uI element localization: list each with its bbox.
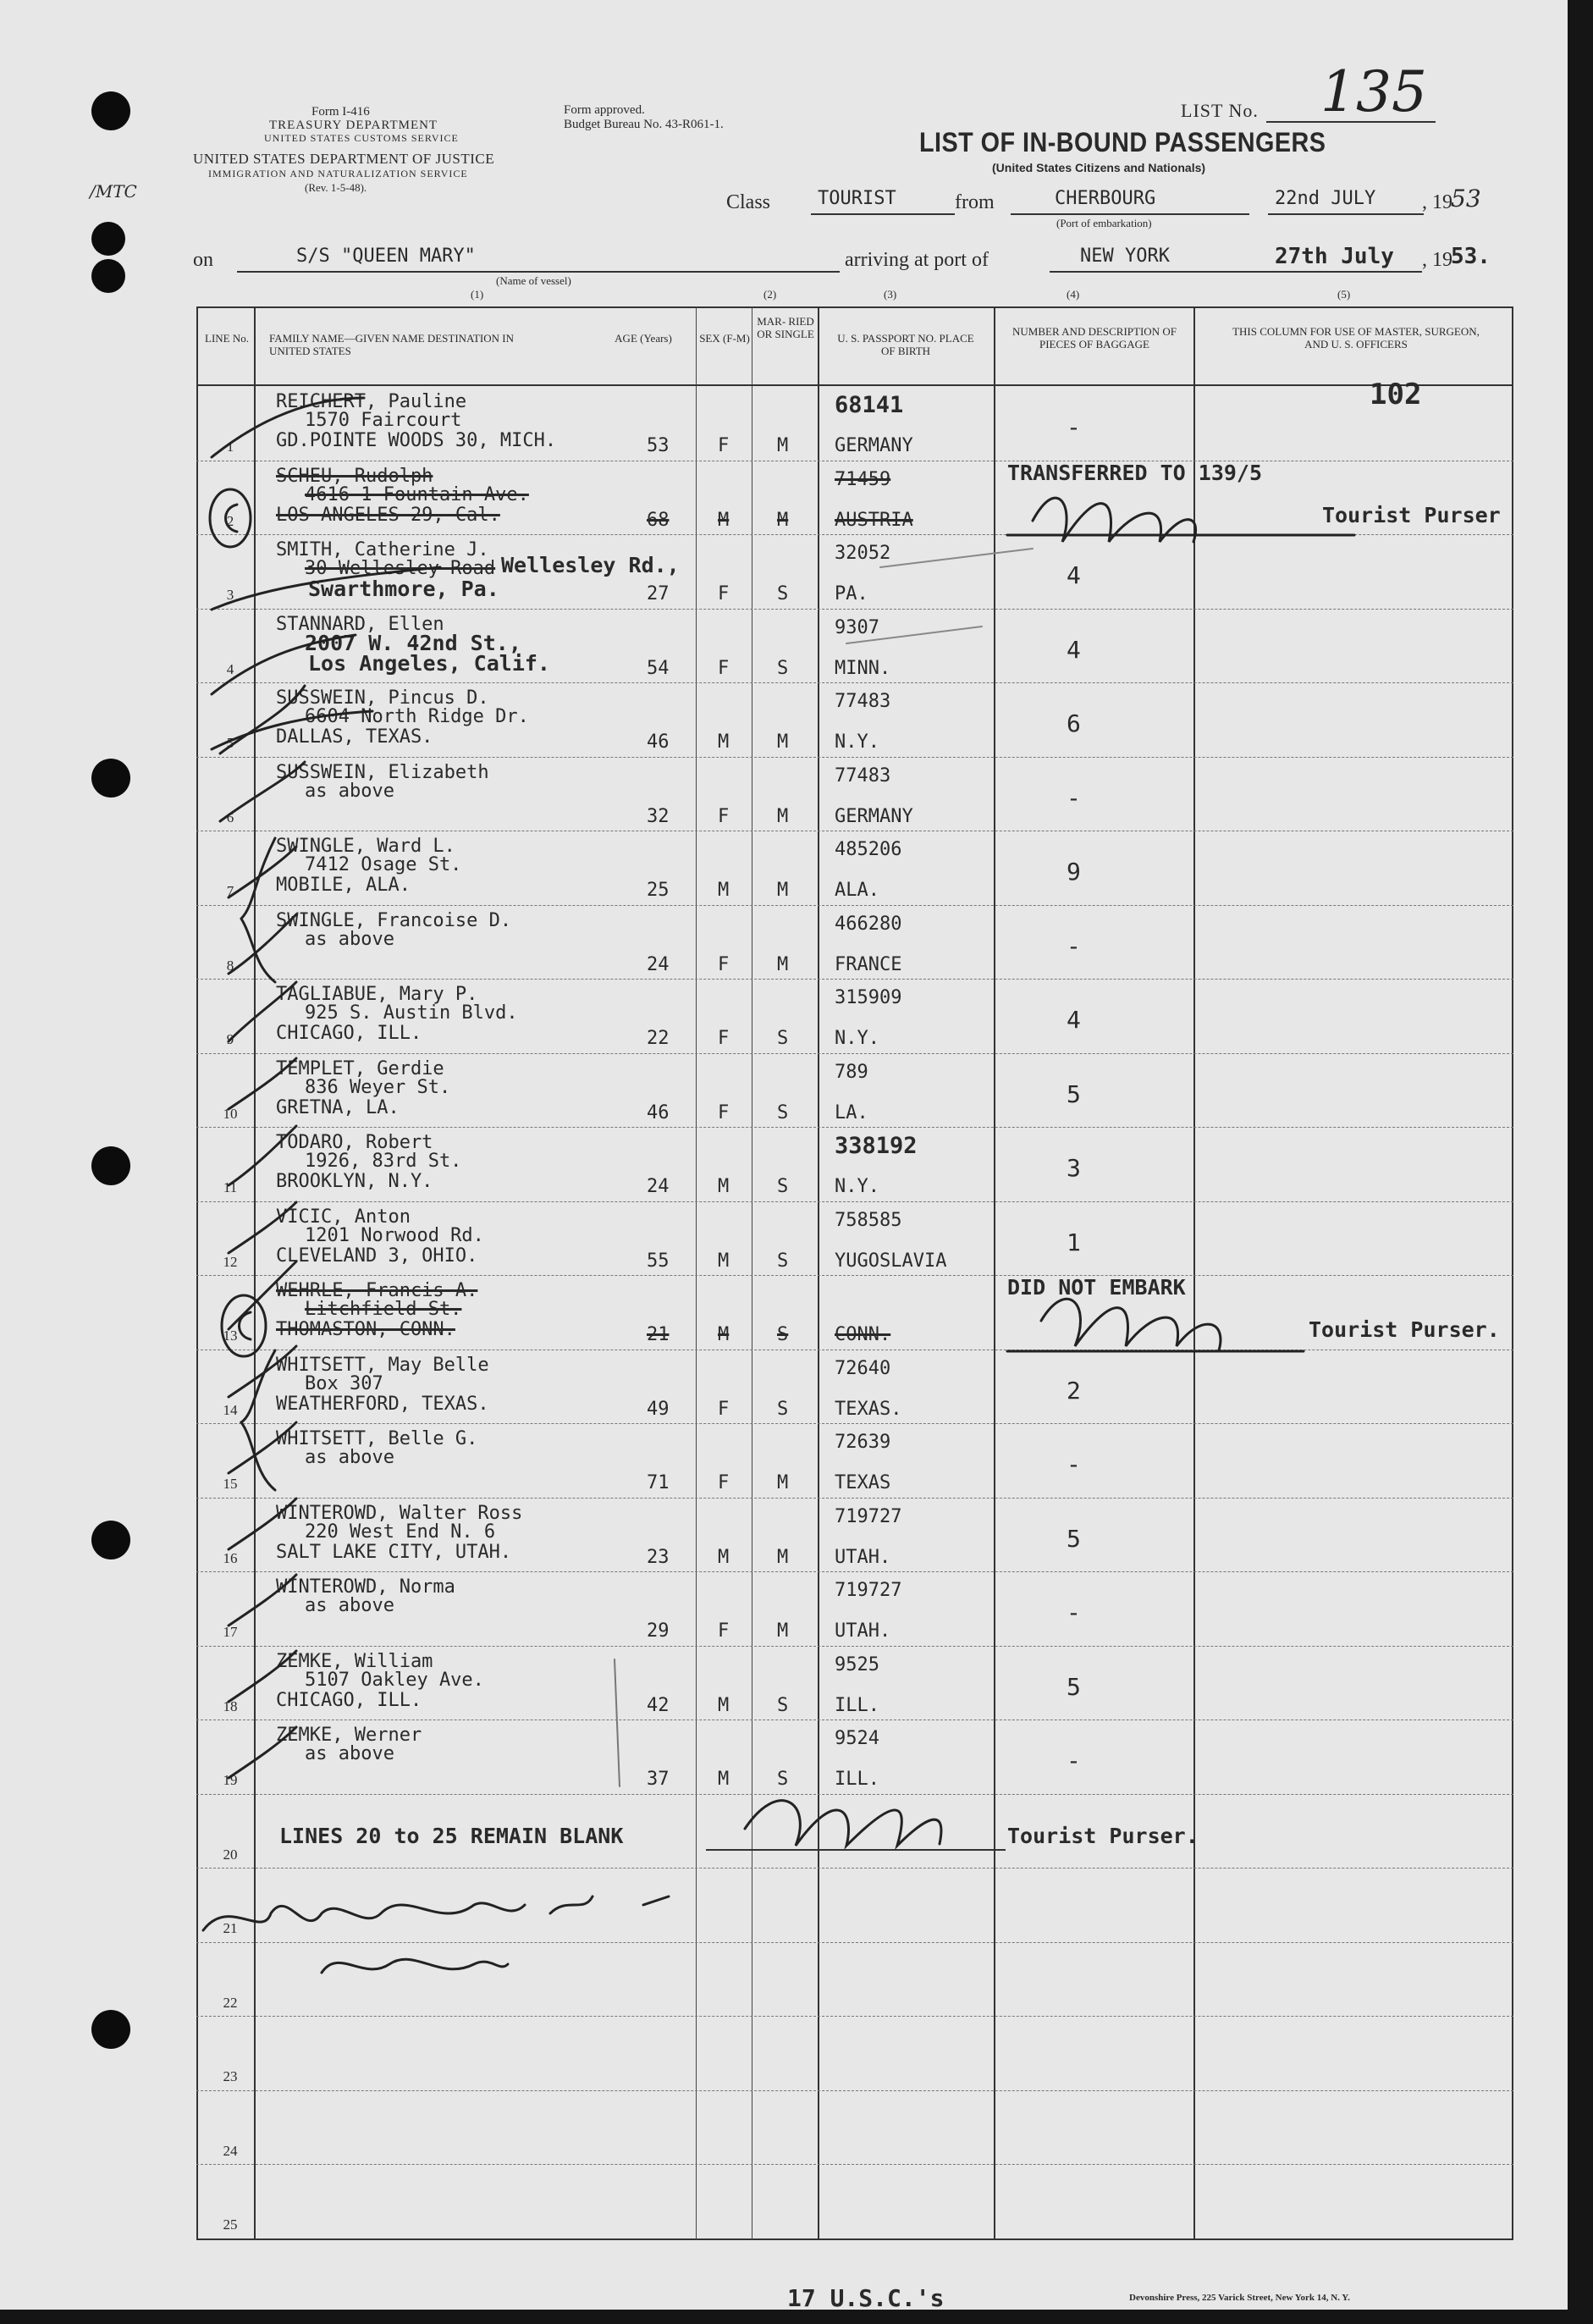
binder-hole [91, 1521, 130, 1559]
address-line-1: Litchfield St. [305, 1299, 462, 1320]
date-year: 53 [1451, 185, 1481, 213]
address-line-2: CLEVELAND 3, OHIO. [276, 1245, 478, 1267]
place-of-birth: ILL. [835, 1769, 879, 1790]
sex: F [718, 1472, 730, 1493]
officer-number: 102 [1370, 378, 1422, 411]
line-number: 8 [226, 957, 234, 974]
passenger-name: WHITSETT, May Belle [276, 1354, 489, 1376]
baggage-count: 4 [1067, 635, 1081, 664]
baggage-count: - [1067, 931, 1081, 960]
row-divider [196, 1498, 1513, 1499]
address-line-1: 1926, 83rd St. [305, 1151, 462, 1172]
marital-status: M [777, 731, 789, 753]
passenger-name: TEMPLET, Gerdie [276, 1057, 444, 1079]
manifest-note: TRANSFERRED TO 139/5 [1007, 460, 1263, 485]
row-divider [196, 2164, 1513, 2165]
blank-lines-note: LINES 20 to 25 REMAIN BLANK [279, 1824, 624, 1848]
justice-label: UNITED STATES DEPARTMENT OF JUSTICE [193, 151, 495, 167]
address-line-2: CHICAGO, ILL. [276, 1689, 422, 1711]
scan-border-right [1568, 0, 1593, 2324]
sex: M [718, 731, 730, 753]
age: 42 [647, 1694, 670, 1716]
passenger-name: WINTEROWD, Walter Ross [276, 1502, 523, 1524]
customs-label: UNITED STATES CUSTOMS SERVICE [264, 132, 459, 144]
marital-status: M [777, 509, 789, 531]
marital-status: S [777, 1176, 789, 1197]
col-rule [1193, 306, 1195, 2240]
ins-label: IMMIGRATION AND NATURALIZATION SERVICE [208, 168, 468, 179]
place-of-birth: MINN. [835, 657, 891, 679]
blank-lines-signature-line [706, 1849, 1006, 1851]
passport-number: 32052 [835, 543, 891, 564]
address-line-1: 220 West End N. 6 [305, 1521, 496, 1543]
place-of-birth: AUSTRIA [835, 509, 913, 531]
line-number: 2 [226, 512, 234, 529]
age: 54 [647, 657, 670, 679]
mtc-mark: /MTC [90, 181, 137, 201]
address-line-1: 836 Weyer St. [305, 1076, 451, 1098]
place-of-birth: TEXAS [835, 1472, 891, 1493]
baggage-count: 5 [1067, 1524, 1081, 1553]
col-header-age: AGE (Years) [615, 332, 672, 345]
address-line-2: CHICAGO, ILL. [276, 1023, 422, 1044]
place-of-birth: N.Y. [835, 1176, 879, 1197]
marital-status: S [777, 657, 789, 679]
sex: F [718, 1620, 730, 1642]
date-value: 22nd JULY [1275, 188, 1376, 209]
passenger-name: SWINGLE, Ward L. [276, 836, 455, 857]
revision-label: (Rev. 1-5-48). [305, 181, 367, 194]
from-value: CHERBOURG [1055, 188, 1156, 209]
binder-hole [91, 759, 130, 798]
marital-status: S [777, 1250, 789, 1272]
address-line-1: 30 Wellesley Road [305, 558, 496, 579]
age: 46 [647, 731, 670, 753]
age: 21 [647, 1324, 670, 1345]
row-divider [196, 1868, 1513, 1869]
passport-number: 719727 [835, 1505, 902, 1527]
passenger-name: VICIC, Anton [276, 1206, 411, 1228]
line-number: 6 [226, 809, 234, 825]
address-line-1: as above [305, 928, 394, 950]
sex: M [718, 509, 730, 531]
row-divider [196, 609, 1513, 610]
passport-number: 485206 [835, 839, 902, 860]
place-of-birth: ALA. [835, 880, 879, 901]
col-number-5: (5) [1337, 288, 1351, 301]
printer-credit: Devonshire Press, 225 Varick Street, New York 14, N. Y. [1129, 2293, 1350, 2303]
arrival-year: 53. [1451, 244, 1491, 269]
age: 55 [647, 1250, 670, 1272]
age: 71 [647, 1472, 670, 1493]
header-rule [196, 384, 1513, 386]
arrival-line [1050, 271, 1422, 273]
address-line-2: WEATHERFORD, TEXAS. [276, 1393, 489, 1415]
age: 25 [647, 880, 670, 901]
passenger-name: TAGLIABUE, Mary P. [276, 984, 478, 1005]
address-line-2: LOS ANGELES 29, Cal. [276, 504, 500, 526]
binder-hole [91, 2010, 130, 2049]
line-number: 1 [226, 439, 234, 455]
line-number: 10 [223, 1105, 238, 1122]
date-line [1268, 213, 1424, 215]
page-title: LIST OF IN-BOUND PASSENGERS [919, 127, 1326, 157]
address-line-1: as above [305, 1447, 394, 1468]
marital-status: M [777, 1620, 789, 1642]
address-line-2: SALT LAKE CITY, UTAH. [276, 1541, 512, 1563]
place-of-birth: UTAH. [835, 1620, 891, 1642]
sex: M [718, 1769, 730, 1790]
from-label: from [955, 191, 995, 213]
marital-status: S [777, 583, 789, 604]
sex: F [718, 1398, 730, 1420]
sex: F [718, 435, 730, 456]
passport-number: 9524 [835, 1728, 879, 1749]
baggage-count: - [1067, 1747, 1081, 1775]
passport-number: 789 [835, 1061, 868, 1083]
address-line-2: GD.POINTE WOODS 30, MICH. [276, 430, 557, 451]
marital-status: S [777, 1028, 789, 1049]
arrival-year-prefix: , 19 [1422, 249, 1452, 271]
passenger-name: WHITSETT, Belle G. [276, 1428, 478, 1449]
line-number: 3 [226, 587, 234, 603]
marital-status: S [777, 1324, 789, 1345]
port-caption: (Port of embarkation) [1056, 217, 1152, 229]
place-of-birth: FRANCE [835, 953, 902, 975]
age: 53 [647, 435, 670, 456]
sex: F [718, 1101, 730, 1123]
line-number: 25 [223, 2216, 238, 2233]
row-divider [196, 2016, 1513, 2017]
address-line-1: 5107 Oakley Ave. [305, 1669, 484, 1691]
sex: M [718, 880, 730, 901]
marital-status: M [777, 1546, 789, 1568]
col-header-passport: U. S. PASSPORT NO. PLACE OF BIRTH [837, 332, 974, 357]
line-number: 22 [223, 1994, 238, 2011]
marital-status: M [777, 880, 789, 901]
age: 49 [647, 1398, 670, 1420]
row-divider [196, 682, 1513, 683]
col-header-sex: SEX (F-M) [699, 332, 750, 345]
line-number: 12 [223, 1253, 238, 1270]
address-line-1: as above [305, 780, 394, 802]
row-divider [196, 2090, 1513, 2091]
marital-status: M [777, 805, 789, 827]
place-of-birth: ILL. [835, 1694, 879, 1716]
passport-number: 72639 [835, 1432, 891, 1453]
passenger-name: TODARO, Robert [276, 1132, 433, 1153]
binder-hole [91, 91, 130, 130]
line-number: 7 [226, 883, 234, 899]
line-number: 17 [223, 1624, 238, 1640]
baggage-count: 4 [1067, 561, 1081, 589]
arrival-port: NEW YORK [1080, 246, 1170, 267]
row-divider [196, 905, 1513, 906]
sex: F [718, 805, 730, 827]
form-number: Form I-416 [311, 105, 370, 119]
treasury-label: TREASURY DEPARTMENT [269, 119, 438, 132]
passenger-name: WEHRLE, Francis A. [276, 1280, 478, 1301]
baggage-count: 6 [1067, 709, 1081, 737]
col-number-4: (4) [1067, 288, 1080, 301]
address-added: Wellesley Rd., [501, 553, 680, 577]
address-line-1: as above [305, 1743, 394, 1764]
vessel-line [237, 271, 840, 273]
col-rule [994, 306, 995, 2240]
marital-status: S [777, 1398, 789, 1420]
sex: F [718, 1028, 730, 1049]
passport-number: 466280 [835, 913, 902, 935]
age: 32 [647, 805, 670, 827]
row-divider [196, 1053, 1513, 1054]
line-number: 4 [226, 660, 234, 677]
class-line [811, 213, 955, 215]
from-line [1011, 213, 1249, 215]
address-line-1: 2007 W. 42nd St., [305, 630, 521, 655]
address-line-2: Los Angeles, Calif. [308, 650, 550, 676]
place-of-birth: N.Y. [835, 1028, 879, 1049]
row-divider [196, 1646, 1513, 1647]
baggage-count: - [1067, 1598, 1081, 1626]
baggage-count: 9 [1067, 858, 1081, 886]
row-divider [196, 1571, 1513, 1572]
place-of-birth: CONN. [835, 1324, 891, 1345]
passport-number: 71459 [835, 468, 891, 490]
age: 37 [647, 1769, 670, 1790]
line-number: 18 [223, 1697, 238, 1714]
sex: M [718, 1546, 730, 1568]
on-label: on [193, 249, 213, 271]
age: 23 [647, 1546, 670, 1568]
passport-number: 72640 [835, 1357, 891, 1379]
line-number: 24 [223, 2142, 238, 2159]
col-header-married: MAR- RIED OR SINGLE [757, 315, 814, 340]
row-divider [196, 1275, 1513, 1276]
place-of-birth: GERMANY [835, 805, 913, 827]
col-rule [696, 306, 697, 2240]
row-divider [196, 1942, 1513, 1943]
purser-title: Tourist Purser [1322, 502, 1501, 527]
sex: M [718, 1250, 730, 1272]
baggage-count: 4 [1067, 1006, 1081, 1034]
age: 24 [647, 953, 670, 975]
address-line-1: 4616 1 Fountain Ave. [305, 483, 529, 505]
sex: F [718, 583, 730, 604]
baggage-count: - [1067, 783, 1081, 812]
line-number: 15 [223, 1476, 238, 1492]
passenger-name: SUSSWEIN, Pincus D. [276, 687, 489, 709]
col-header-name: FAMILY NAME—GIVEN NAME DESTINATION IN UNITED STATES [269, 332, 515, 357]
sex: F [718, 657, 730, 679]
col-number-2: (2) [763, 288, 777, 301]
binder-hole [91, 259, 125, 293]
passenger-name: STANNARD, Ellen [276, 613, 444, 635]
passport-number: 338192 [835, 1133, 918, 1159]
place-of-birth: N.Y. [835, 731, 879, 753]
line-number: 5 [226, 735, 234, 751]
row-divider [196, 534, 1513, 535]
passenger-name: SUSSWEIN, Elizabeth [276, 761, 489, 783]
baggage-count: - [1067, 413, 1081, 441]
passenger-name: SWINGLE, Francoise D. [276, 909, 512, 931]
place-of-birth: GERMANY [835, 435, 913, 456]
row-divider [196, 1127, 1513, 1128]
address-line-1: 6604 North Ridge Dr. [305, 706, 529, 727]
row-divider [196, 979, 1513, 980]
sex: M [718, 1324, 730, 1345]
line-number: 11 [223, 1179, 238, 1195]
sex: F [718, 953, 730, 975]
vessel-name: S/S "QUEEN MARY" [296, 246, 476, 267]
baggage-count: 5 [1067, 1672, 1081, 1701]
address-line-1: Box 307 [305, 1372, 383, 1394]
form-approved: Form approved. [564, 103, 645, 117]
address-line-1: 7412 Osage St. [305, 854, 462, 875]
passport-number: 9525 [835, 1653, 879, 1675]
row-divider [196, 1423, 1513, 1424]
purser-title: Tourist Purser. [1309, 1317, 1500, 1342]
passport-number: 719727 [835, 1580, 902, 1601]
address-line-1: 925 S. Austin Blvd. [305, 1002, 518, 1024]
baggage-count: 5 [1067, 1079, 1081, 1108]
marital-status: S [777, 1101, 789, 1123]
blank-lines-purser: Tourist Purser. [1007, 1824, 1199, 1848]
passport-number: 77483 [835, 765, 891, 787]
address-line-1: 1570 Faircourt [305, 410, 462, 431]
age: 27 [647, 583, 670, 604]
row-divider [196, 1201, 1513, 1202]
place-of-birth: YUGOSLAVIA [835, 1250, 947, 1272]
col-header-line: LINE No. [205, 332, 249, 345]
address-line-1: 1201 Norwood Rd. [305, 1224, 484, 1246]
address-line-2: THOMASTON, CONN. [276, 1319, 455, 1340]
passport-number: 758585 [835, 1209, 902, 1231]
col-header-officers: THIS COLUMN FOR USE OF MASTER, SURGEON, AND U. S. OFFICERS [1232, 325, 1480, 351]
age: 24 [647, 1176, 670, 1197]
class-label: Class [726, 191, 771, 213]
col-number-1: (1) [471, 288, 484, 301]
manifest-note: DID NOT EMBARK [1007, 1275, 1186, 1300]
address-line-2: GRETNA, LA. [276, 1096, 400, 1118]
row-divider [196, 757, 1513, 758]
col-number-3: (3) [884, 288, 897, 301]
marital-status: S [777, 1694, 789, 1716]
arriving-label: arriving at port of [845, 249, 989, 271]
address-line-2: Swarthmore, Pa. [308, 577, 499, 601]
age: 22 [647, 1028, 670, 1049]
place-of-birth: UTAH. [835, 1546, 891, 1568]
marital-status: M [777, 435, 789, 456]
list-number: 135 [1320, 59, 1427, 124]
line-number: 14 [223, 1401, 238, 1418]
age: 29 [647, 1620, 670, 1642]
marital-status: M [777, 953, 789, 975]
page-subtitle: (United States Citizens and Nationals) [992, 161, 1206, 174]
place-of-birth: PA. [835, 583, 868, 604]
col-rule [254, 306, 256, 2240]
baggage-count: 1 [1067, 1228, 1081, 1256]
date-year-prefix: , 19 [1422, 191, 1452, 213]
baggage-count: - [1067, 1450, 1081, 1478]
passport-number: 9307 [835, 616, 879, 638]
passenger-name: SMITH, Catherine J. [276, 539, 489, 560]
line-number: 13 [223, 1328, 238, 1344]
passport-number: 68141 [835, 392, 904, 418]
passenger-name: ZEMKE, Werner [276, 1725, 422, 1746]
line-number: 20 [223, 1846, 238, 1863]
vessel-caption: (Name of vessel) [496, 274, 571, 287]
address-line-2: DALLAS, TEXAS. [276, 726, 433, 748]
binder-hole [91, 1146, 130, 1185]
line-number: 16 [223, 1549, 238, 1566]
marital-status: M [777, 1472, 789, 1493]
statute-note: 17 U.S.C.'s [787, 2284, 945, 2312]
line-number: 23 [223, 2068, 238, 2084]
age: 68 [647, 509, 670, 531]
line-number: 9 [226, 1031, 234, 1047]
row-divider [196, 1794, 1513, 1795]
baggage-count: 2 [1067, 1376, 1081, 1405]
binder-hole [91, 222, 125, 256]
baggage-count: 3 [1067, 1154, 1081, 1182]
age: 46 [647, 1101, 670, 1123]
line-number: 19 [223, 1772, 238, 1788]
passenger-name: REICHERT, Pauline [276, 391, 467, 412]
marital-status: S [777, 1769, 789, 1790]
passenger-name: WINTEROWD, Norma [276, 1576, 455, 1598]
place-of-birth: TEXAS. [835, 1398, 902, 1420]
arrival-date: 27th July [1275, 244, 1394, 269]
col-header-baggage: NUMBER AND DESCRIPTION OF PIECES OF BAGGAGE [1012, 325, 1177, 351]
budget-bureau: Budget Bureau No. 43-R061-1. [564, 118, 724, 131]
passport-number: 315909 [835, 987, 902, 1008]
list-no-label: LIST No. [1181, 100, 1259, 121]
passenger-name: ZEMKE, William [276, 1650, 433, 1672]
address-line-2: MOBILE, ALA. [276, 875, 411, 896]
sex: M [718, 1176, 730, 1197]
passport-number: 77483 [835, 691, 891, 712]
address-line-1: as above [305, 1595, 394, 1616]
place-of-birth: LA. [835, 1101, 868, 1123]
line-number: 21 [223, 1920, 238, 1936]
sex: M [718, 1694, 730, 1716]
address-line-2: BROOKLYN, N.Y. [276, 1171, 433, 1192]
col-rule [818, 306, 819, 2240]
class-value: TOURIST [818, 188, 896, 209]
passenger-name: SCHEU, Rudolph [276, 465, 433, 487]
